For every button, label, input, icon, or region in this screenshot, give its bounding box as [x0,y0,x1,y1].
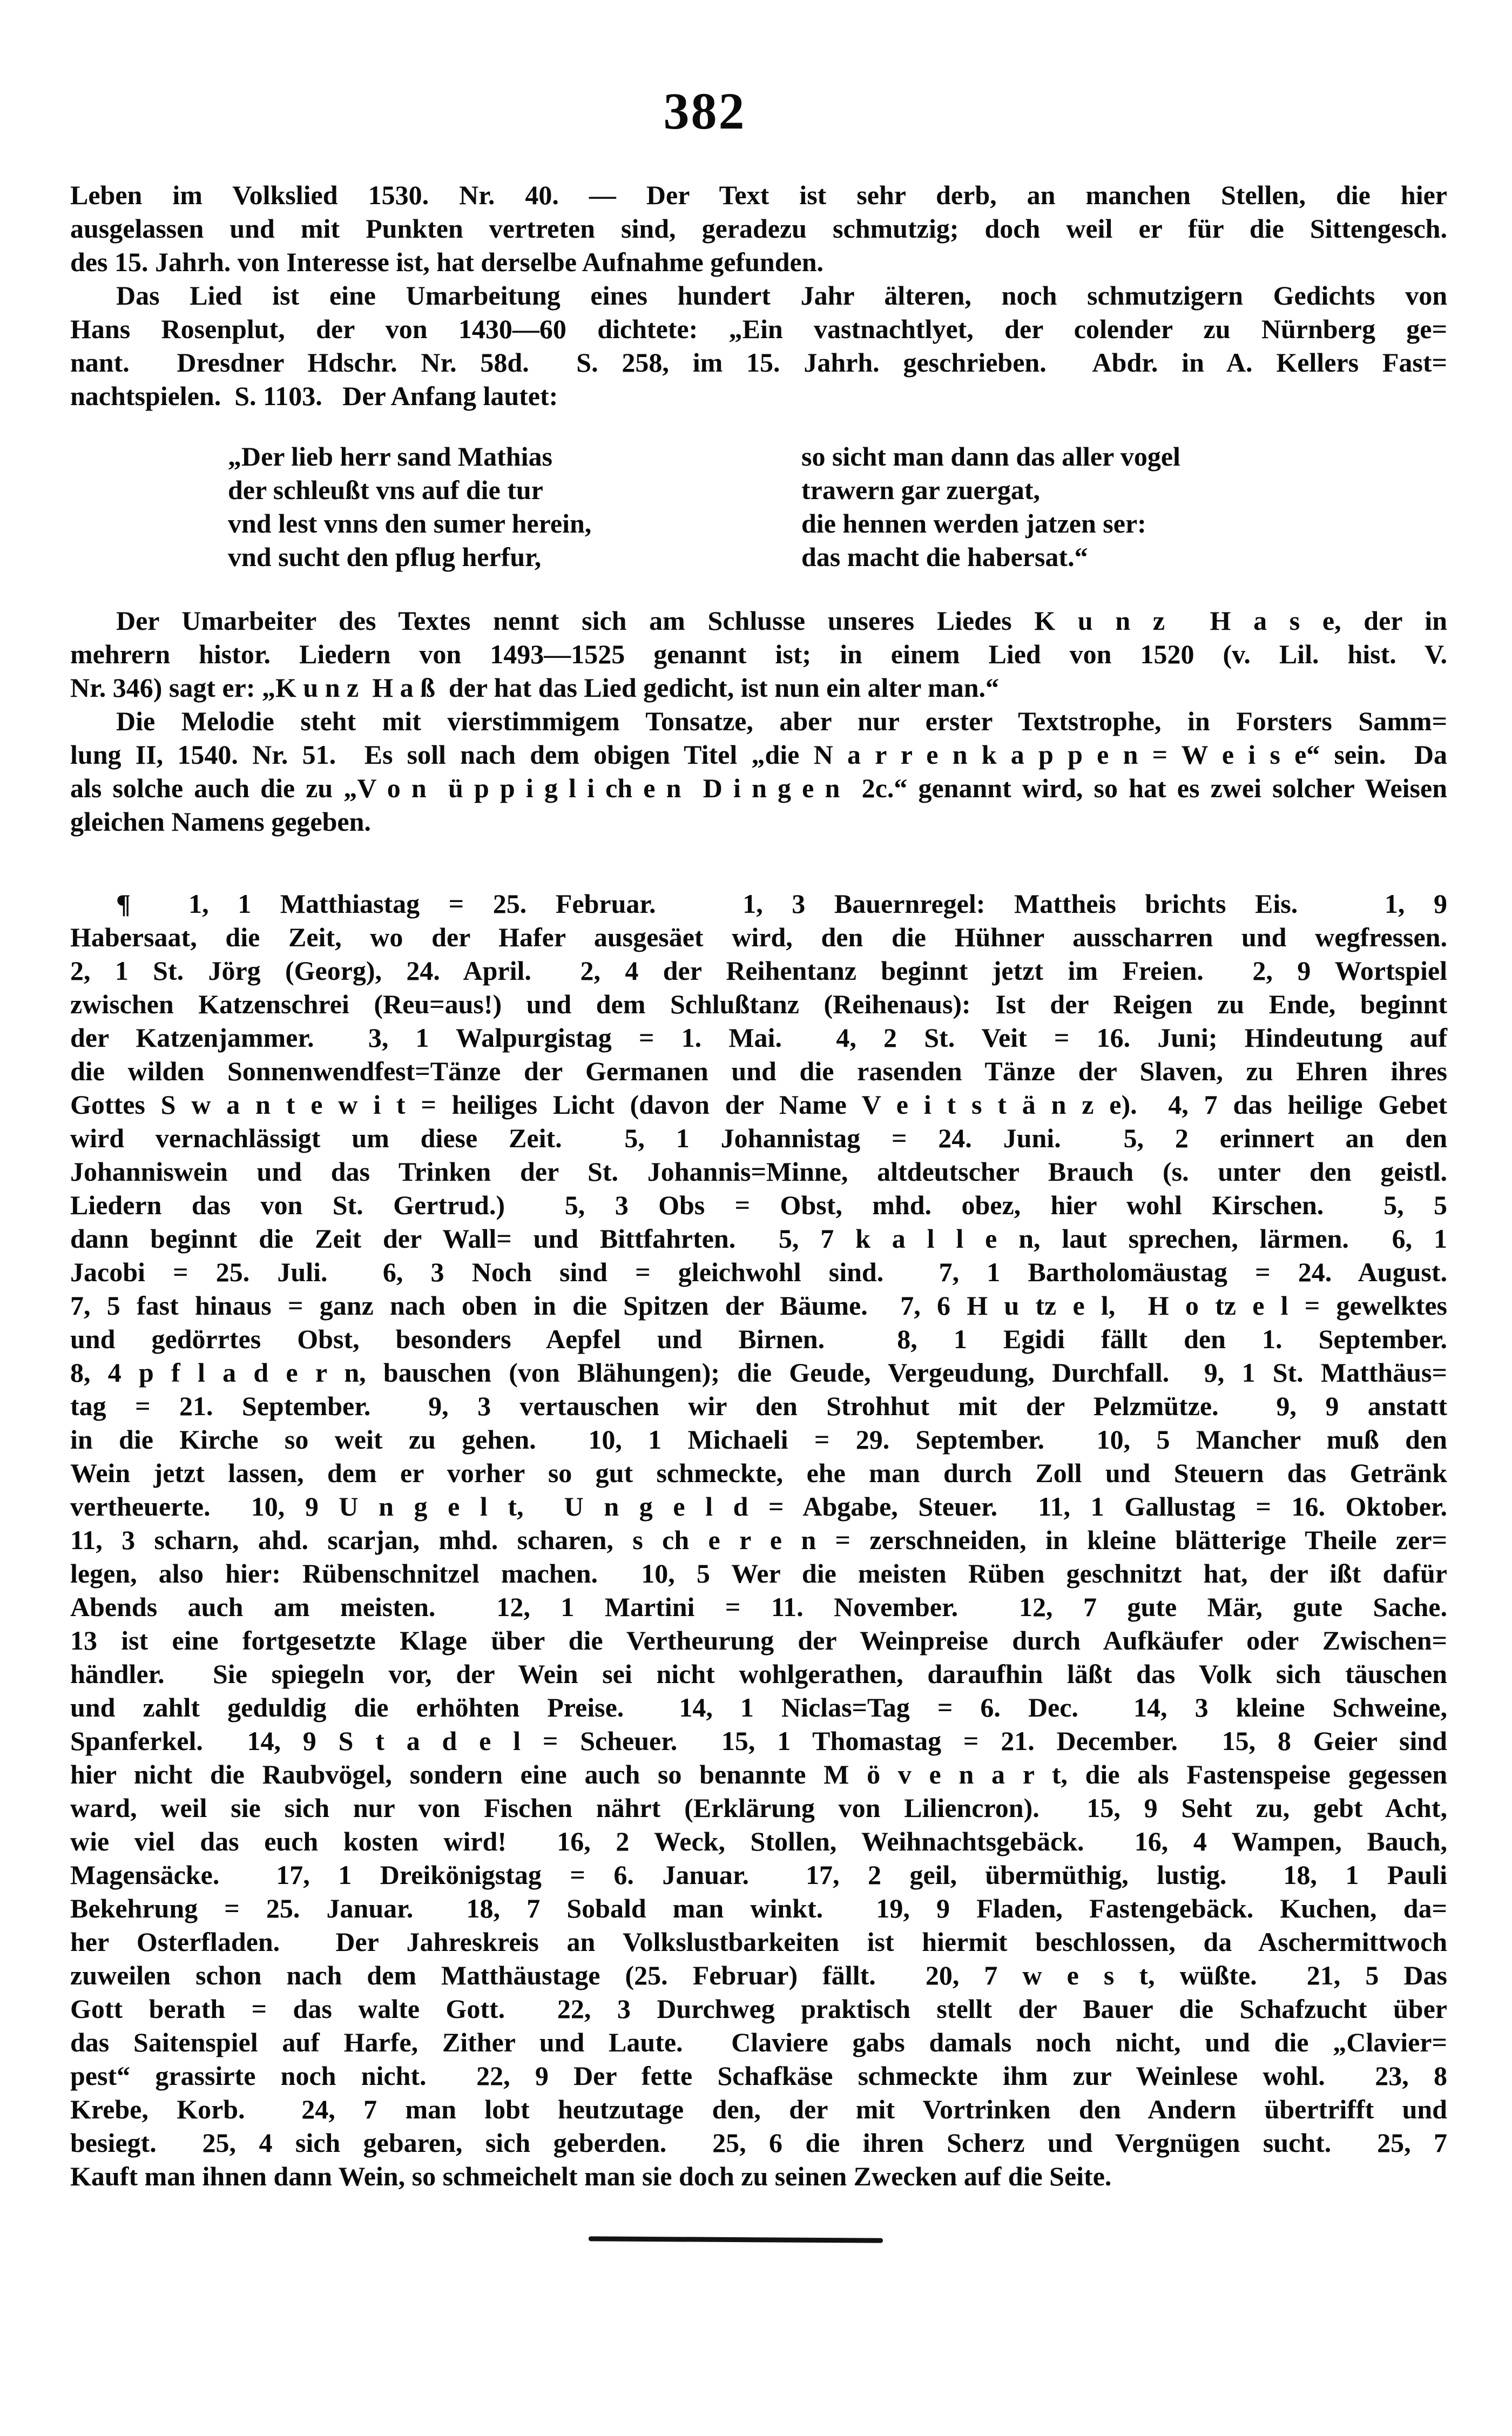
text-line: Krebe, Korb. 24, 7 man lobt heutzutage den, der mit Vortrinken den Andern übertrifft und [70,2094,1447,2124]
text-line: zuweilen schon nach dem Matthäustage (25. Februar) fällt. 20, 7 w e s t, wüßte. 21, 5 Das [70,1960,1447,1990]
text-line: zwischen Katzenschrei (Reu=aus!) und dem Schlußtanz (Reihenaus): Ist der Reigen zu Ende, beginnt [70,989,1447,1019]
paragraph-author-note [70,604,1447,704]
text-line: Magensäcke. 17, 1 Dreikönigstag = 6. Januar. 17, 2 geil, übermüthig, lustig. 18, 1 Pauli [70,1860,1447,1890]
text-line: trawern gar zuergat, [801,475,1040,505]
page-number: 382 [663,82,746,140]
text-line: Leben im Volkslied 1530. Nr. 40. — Der Text ist sehr derb, an manchen Stellen, die hier [70,180,1447,210]
text-line: Gottes S w a n t e w i t = heiliges Licht (davon der Name V e i t s t ä n z e). 4, 7 das heilige Gebet [70,1089,1447,1120]
text-line: 7, 5 fast hinaus = ganz nach oben in die Spitzen der Bäume. 7, 6 H u tz e l, H o tz e l = gewelktes [70,1290,1447,1321]
text-line: wird vernachlässigt um diese Zeit. 5, 1 Johannistag = 24. Juni. 5, 2 erinnert an den [70,1123,1447,1153]
text-line: nachtspielen. S. 1103. Der Anfang lautet: [70,381,558,411]
paragraph-song-source [70,178,1447,279]
page-content [70,178,1447,2193]
text-line: des 15. Jahrh. von Interesse ist, hat derselbe Aufnahme gefunden. [70,247,824,277]
text-line: Liedern das von St. Gertrud.) 5, 3 Obs = Obst, mhd. obez, hier wohl Kirschen. 5, 5 [70,1190,1447,1220]
text-line: nant. Dresdner Hdschr. Nr. 58d. S. 258, im 15. Jahrh. geschrieben. Abdr. in A. Kellers Fast= [70,347,1447,378]
text-line: Johanniswein und das Trinken der St. Johannis=Minne, altdeutscher Brauch (s. unter den geistl. [70,1156,1447,1187]
text-line: Bekehrung = 25. Januar. 18, 7 Sobald man winkt. 19, 9 Fladen, Fastengebäck. Kuchen, da= [70,1893,1447,1923]
text-line: Wein jetzt lassen, dem er vorher so gut schmeckte, ehe man durch Zoll und Steuern das Getränk [70,1458,1447,1488]
text-line: Der Umarbeiter des Textes nennt sich am Schlusse unseres Liedes K u n z H a s e, der in [116,605,1447,636]
text-line: händler. Sie spiegeln vor, der Wein sei nicht wohlgerathen, daraufhin läßt das Volk sich täuschen [70,1659,1447,1689]
text-line: legen, also hier: Rübenschnitzel machen. 10, 5 Wer die meisten Rüben geschnitzt hat, der ißt dafür [70,1558,1447,1589]
footer-separator-rule [589,2236,883,2243]
text-line: Jacobi = 25. Juli. 6, 3 Noch sind = gleichwohl sind. 7, 1 Bartholomäustag = 24. August. [70,1257,1447,1287]
text-line: Gott berath = das walte Gott. 22, 3 Durchweg praktisch stellt der Bauer die Schafzucht über [70,1994,1447,2024]
text-line: Kauft man ihnen dann Wein, so schmeichelt man sie doch zu seinen Zwecken auf die Seite. [70,2161,1112,2191]
text-line: vnd lest vnns den sumer herein, [228,508,592,539]
verse-quotation-block [70,440,1447,574]
text-line: 11, 3 scharn, ahd. scarjan, mhd. scharen, s ch e r e n = zerschneiden, in kleine blätterige Theile zer= [70,1525,1447,1555]
text-line: wie viel das euch kosten wird! 16, 2 Weck, Stollen, Weihnachtsgebäck. 16, 4 Wampen, Bauch, [70,1826,1447,1856]
text-line: pest“ grassirte noch nicht. 22, 9 Der fette Schafkäse schmeckte ihm zur Weinlese wohl. 23, 8 [70,2061,1447,2091]
text-line: 8, 4 p f l a d e r n, bauschen (von Blähungen); die Geude, Vergeudung, Durchfall. 9, 1 St. Matthäus= [70,1357,1447,1388]
text-line: hier nicht die Raubvögel, sondern eine auch so benannte M ö v e n a r t, die als Fastenspeise gegessen [70,1759,1447,1789]
text-line: das macht die habersat.“ [801,542,1088,572]
text-line: so sicht man dann das aller vogel [801,441,1180,472]
text-line: das Saitenspiel auf Harfe, Zither und Laute. Claviere gabs damals noch nicht, und die „Clavier= [70,2027,1447,2057]
text-line: ausgelassen und mit Punkten vertreten sind, geradezu schmutzig; doch weil er für die Sittengesch. [70,213,1447,244]
text-line: vertheuerte. 10, 9 U n g e l t, U n g e l d = Abgabe, Steuer. 11, 1 Gallustag = 16. Oktober. [70,1491,1447,1522]
verse-left-column [228,440,801,574]
text-line: „Der lieb herr sand Mathias [228,441,552,472]
text-line: gleichen Namens gegeben. [70,806,371,837]
verse-right-column [801,440,1180,574]
paragraph-song-origin [70,279,1447,413]
paragraph-annotations [70,887,1447,2193]
text-line: her Osterfladen. Der Jahreskreis an Volkslustbarkeiten ist hiermit beschlossen, da Aschermittwoch [70,1927,1447,1957]
text-line: Die Melodie steht mit vierstimmigem Tonsatze, aber nur erster Textstrophe, in Forsters Samm= [116,706,1447,736]
text-line: und zahlt geduldig die erhöhten Preise. 14, 1 Niclas=Tag = 6. Dec. 14, 3 kleine Schweine, [70,1692,1447,1722]
text-line: ¶ 1, 1 Matthiastag = 25. Februar. 1, 3 Bauernregel: Mattheis brichts Eis. 1, 9 [116,889,1447,919]
text-line: besiegt. 25, 4 sich gebaren, sich geberden. 25, 6 die ihren Scherz und Vergnügen sucht. 25, 7 [70,2128,1447,2158]
text-line: der Katzenjammer. 3, 1 Walpurgistag = 1. Mai. 4, 2 St. Veit = 16. Juni; Hindeutung auf [70,1022,1447,1053]
text-line: der schleußt vns auf die tur [228,475,543,505]
text-line: Habersaat, die Zeit, wo der Hafer ausgesäet wird, den die Hühner ausscharren und wegfressen. [70,922,1447,952]
paragraph-melody-note [70,704,1447,838]
text-line: Spanferkel. 14, 9 S t a d e l = Scheuer. 15, 1 Thomastag = 21. December. 15, 8 Geier sind [70,1726,1447,1756]
text-line: lung II, 1540. Nr. 51. Es soll nach dem obigen Titel „die N a r r e n k a p p e n = W e i s e“ sein. Da [70,739,1447,770]
text-line: 13 ist eine fortgesetzte Klage über die Vertheurung der Weinpreise durch Aufkäufer oder Zwischen= [70,1625,1447,1656]
text-line: Hans Rosenplut, der von 1430—60 dichtete: „Ein vastnachtlyet, der colender zu Nürnberg ge= [70,314,1447,344]
text-line: dann beginnt die Zeit der Wall= und Bittfahrten. 5, 7 k a l l e n, laut sprechen, lärmen. 6, 1 [70,1223,1447,1254]
text-line: ward, weil sie sich nur von Fischen nährt (Erklärung von Liliencron). 15, 9 Seht zu, gebt Acht, [70,1793,1447,1823]
text-line: und gedörrtes Obst, besonders Aepfel und Birnen. 8, 1 Egidi fällt den 1. September. [70,1324,1447,1354]
text-line: die wilden Sonnenwendfest=Tänze der Germanen und die rasenden Tänze der Slaven, zu Ehren ihres [70,1056,1447,1086]
text-line: Das Lied ist eine Umarbeitung eines hundert Jahr älteren, noch schmutzigern Gedichts von [116,280,1447,311]
text-line: in die Kirche so weit zu gehen. 10, 1 Michaeli = 29. September. 10, 5 Mancher muß den [70,1424,1447,1455]
text-line: mehrern histor. Liedern von 1493—1525 genannt ist; in einem Lied von 1520 (v. Lil. hist. V. [70,639,1447,669]
text-line: Abends auch am meisten. 12, 1 Martini = 11. November. 12, 7 gute Mär, gute Sache. [70,1592,1447,1622]
text-line: die hennen werden jatzen ser: [801,508,1146,539]
text-line: 2, 1 St. Jörg (Georg), 24. April. 2, 4 der Reihentanz beginnt jetzt im Freien. 2, 9 Wortspiel [70,955,1447,986]
text-line: vnd sucht den pflug herfur, [228,542,542,572]
text-line: Nr. 346) sagt er: „K u n z H a ß der hat das Lied gedicht, ist nun ein alter man.“ [70,672,999,703]
text-line: als solche auch die zu „V o n ü p p i g l i ch e n D i n g e n 2c.“ genannt wird, so hat es zwei solcher Weisen [70,773,1447,803]
text-line: tag = 21. September. 9, 3 vertauschen wir den Strohhut mit der Pelzmütze. 9, 9 anstatt [70,1391,1447,1421]
